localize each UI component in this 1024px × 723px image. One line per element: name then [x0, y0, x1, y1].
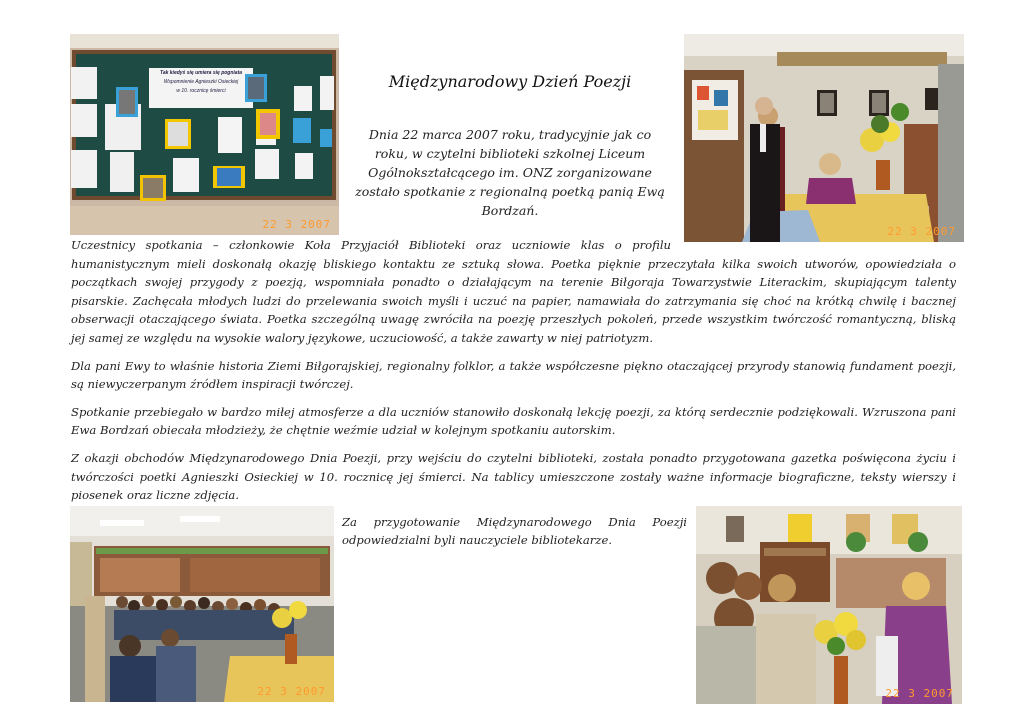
credit-note: Za przygotowanie Międzynarodowego Dnia Poezji odpowiedzialni byli nauczyciele bibliotekarze. — [342, 515, 687, 547]
paragraph-3: Spotkanie przebiegało w bardzo miłej atmosferze a dla uczniów stanowiło doskonałą lekcję poezji, za którą serdecznie podziękowali. Wzruszona pani Ewa Bordzań obiecała młodzieży, że chętnie weźmie udział w kolejnym spotkaniu autorskim. — [71, 404, 956, 438]
board-banner-line3: w 10. rocznicę śmierci — [176, 88, 226, 94]
photo-poet-at-table — [684, 34, 964, 242]
photo-date-stamp: 22 3 2007 — [885, 687, 954, 700]
photo-poet-with-students — [696, 506, 962, 704]
photo-audience — [70, 506, 334, 702]
intro-paragraph: Dnia 22 marca 2007 roku, tradycyjnie jak co roku, w czytelni biblioteki szkolnej Liceum Ogólnokształcącego im. ONZ zorganizowane zostało spotkanie z regionalną poetką panią Ewą Bordzań. — [355, 127, 665, 218]
photo-noticeboard — [70, 34, 339, 235]
paragraph-1-first-line: Uczestnicy spotkania – członkowie Koła Przyjaciół Biblioteki oraz uczniowie klas o profilu — [71, 238, 671, 252]
photo-date-stamp: 22 3 2007 — [257, 685, 326, 698]
paragraph-1 — [71, 236, 956, 348]
board-banner — [149, 69, 253, 109]
board-banner-line1: Tak kiedyś się umiera się pogniata — [159, 70, 243, 76]
paragraph-2: Dla pani Ewy to właśnie historia Ziemi Biłgorajskiej, regionalny folklor, a także współczesne piękno otaczającej przyrody stanowią fundament poezji, są niewyczerpanym źródłem inspiracji twórczej. — [71, 358, 956, 392]
photo-date-stamp: 22 3 2007 — [262, 218, 331, 231]
paragraph-4: Z okazji obchodów Międzynarodowego Dnia Poezji, przy wejściu do czytelni biblioteki, została ponadto przygotowana gazetka poświęcona życiu i twórczości poetki Agnieszki Osieckiej w 10. rocznicę jej śmierci. Na tablicy umieszczone zostały ważne informacje biograficzne, teksty wierszy i piosenek oraz liczne zdjęcia. — [71, 450, 956, 503]
article-body — [71, 236, 956, 514]
page-title: Międzynarodowy Dzień Poezji — [388, 72, 632, 91]
board-banner-line2: Wspomnienie Agnieszki Osieckiej — [163, 79, 239, 85]
photo-date-stamp: 22 3 2007 — [887, 225, 956, 238]
paragraph-1-rest: humanistycznym mieli doskonałą okazję bliskiego kontaktu ze sztuką słowa. Poetka pięknie przeczytała kilka swoich utworów, opowiedziała o początkach swojej przygody z poezją, wspomniała ponadto o działającym na terenie Biłgoraja Towarzystwie Literackim, skupiającym talenty pisarskie. Zachęcała młodych ludzi do przelewania swoich myśli i uczuć na papier, namawiała do zatrzymania się choć na krótką chwilę i bacznej obserwacji otaczającego świata. Poetka szczególną uwagę zwróciła na poezję przeszłych pokoleń, przede wszystkim twórczość romantyczną, bliską jej samej ze względu na wysokie walory językowe, uczuciowość, a także zawarty w niej patriotyzm. — [71, 256, 956, 345]
